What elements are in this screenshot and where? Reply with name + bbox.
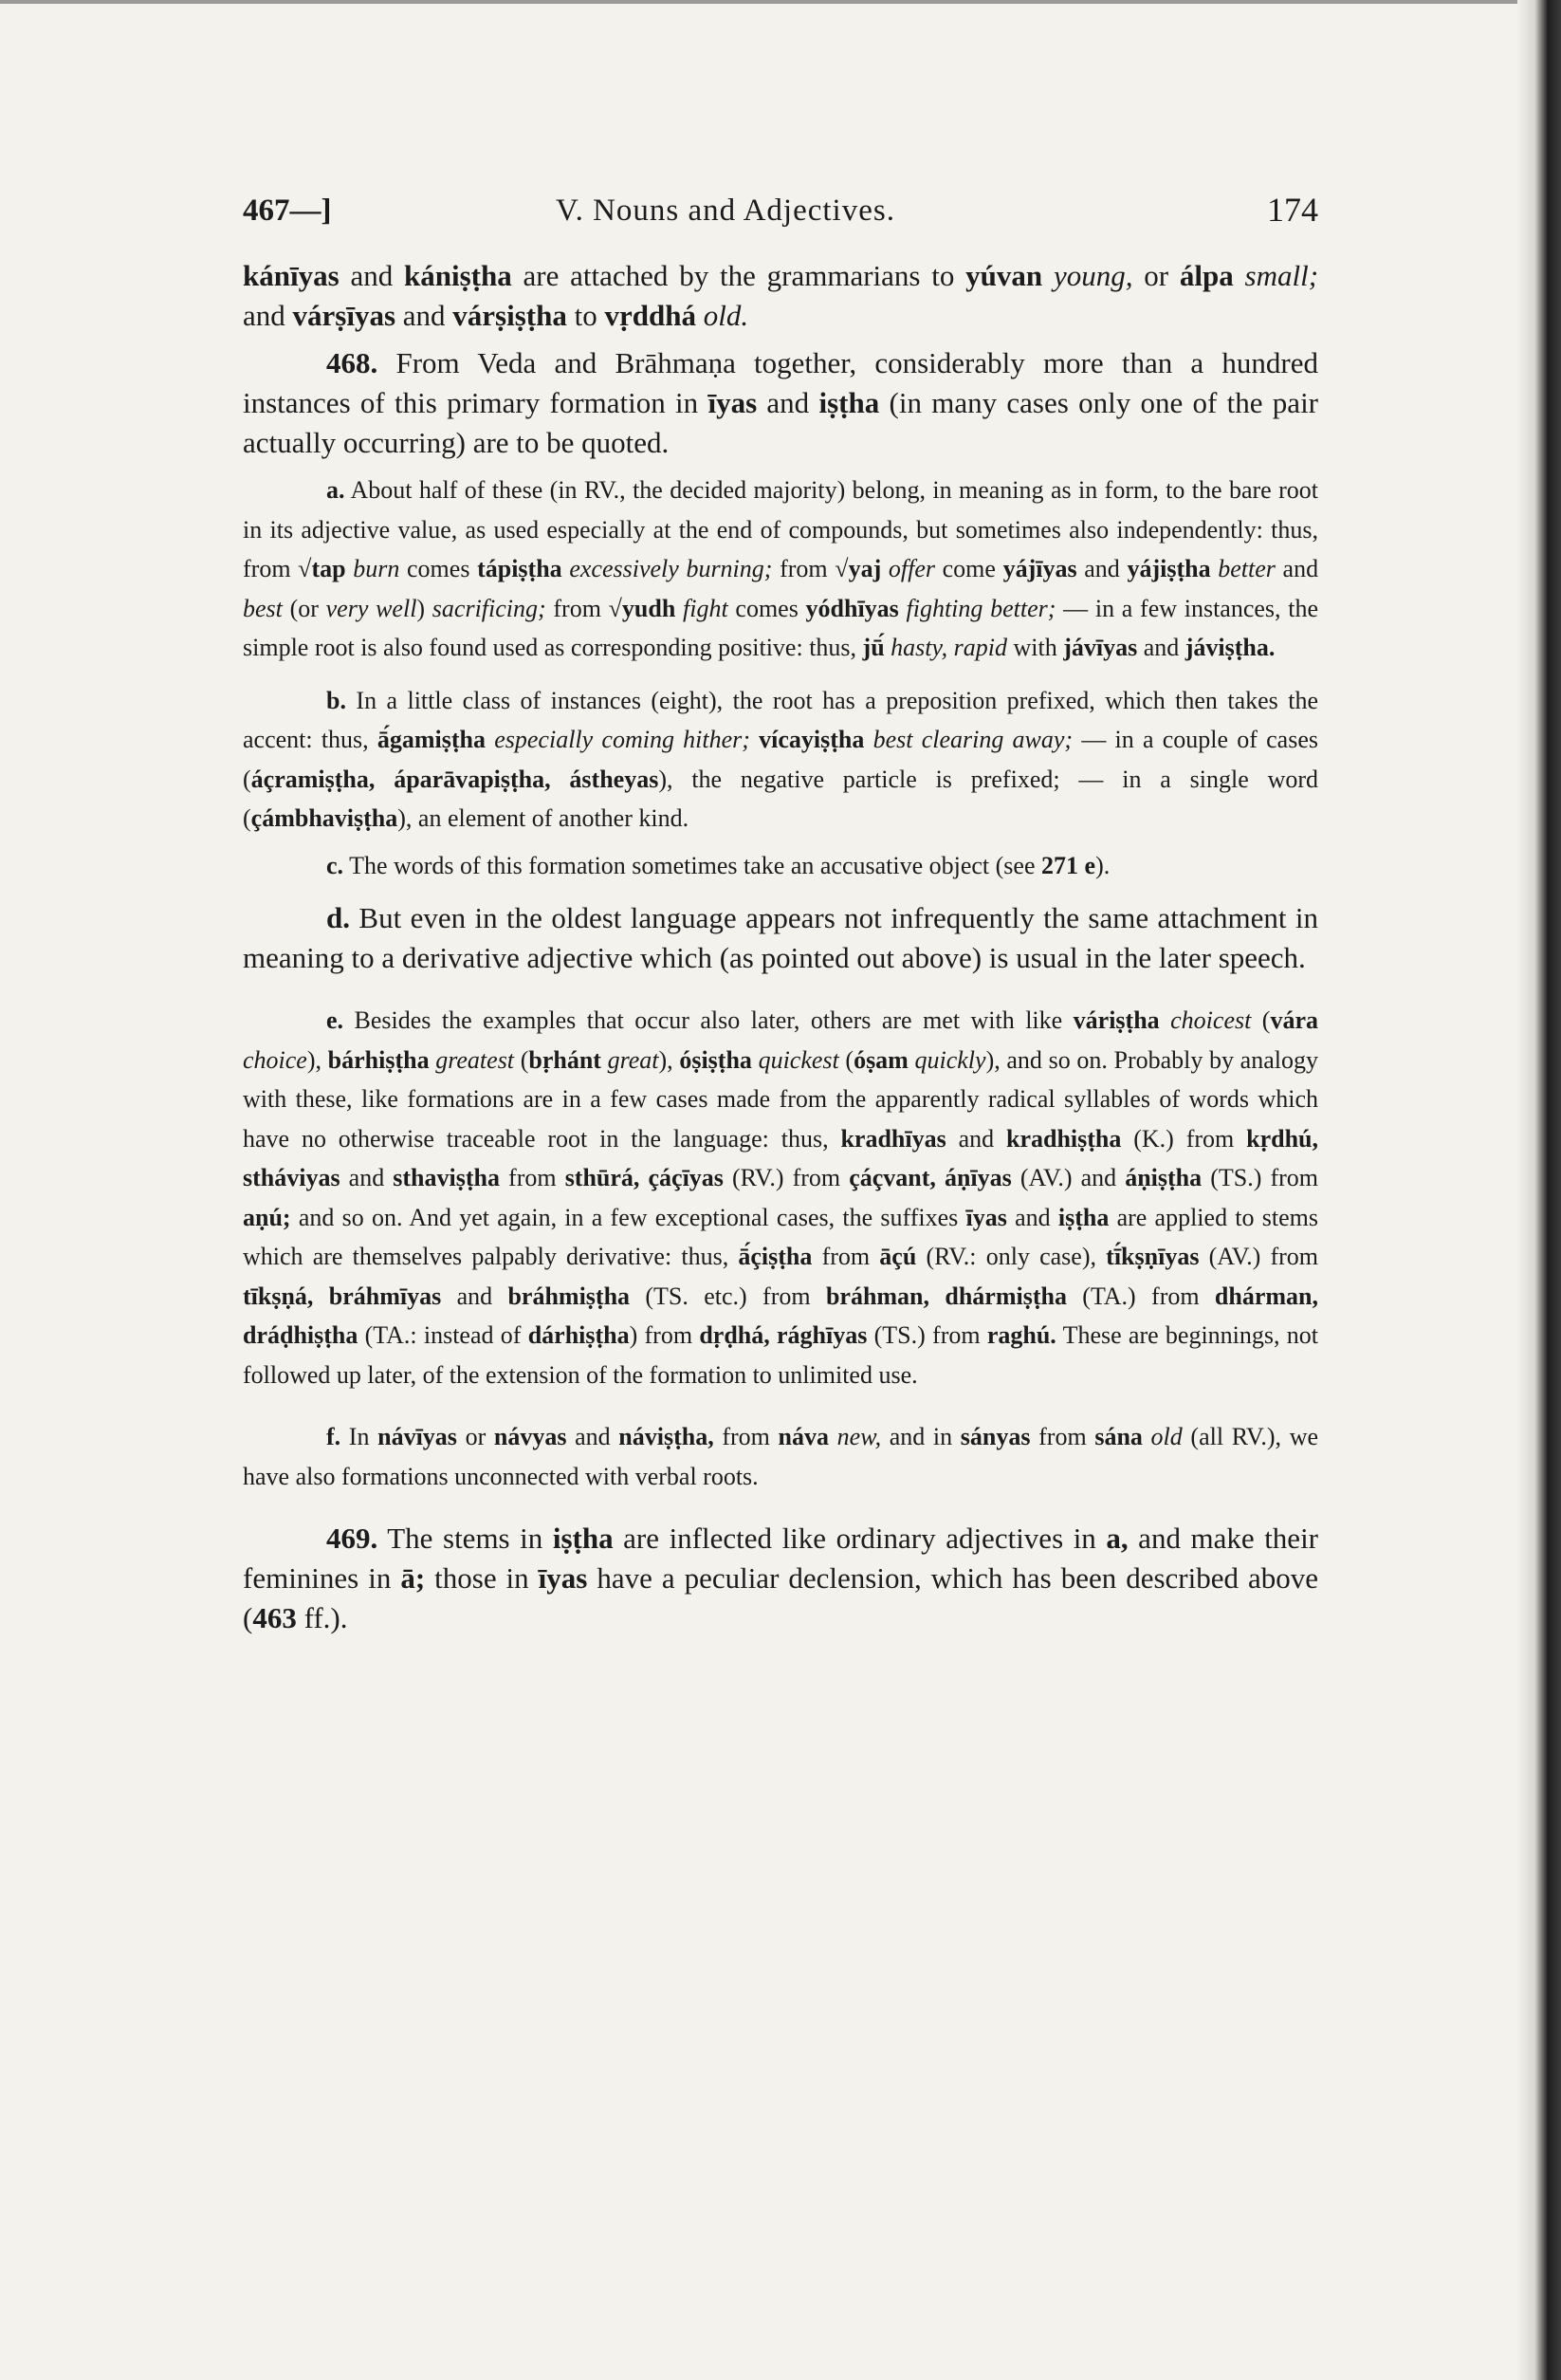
section-reference: 467—] [243,194,332,228]
sanskrit-term: aṇú; [243,1203,291,1231]
sanskrit-term: tápiṣṭha [477,555,562,582]
text-run: and [946,1124,1006,1153]
paragraph-468-b [243,681,1318,839]
sanskrit-term: yájīyas [1002,555,1077,582]
text-run [864,726,872,753]
text-run [1234,259,1245,292]
text-run: come [935,555,1003,582]
text-run [899,595,907,622]
text-run: In [340,1423,378,1450]
sanskrit-term: īyas [707,386,758,419]
text-run: ), and so on. Probably by analogy with these, like formations are in a few cases made from the apparently radical syllables of words which have no otherwise traceable root in the language: thus, [243,1045,1318,1153]
sanskrit-term: návyas [493,1423,567,1450]
text-run: from [812,1243,880,1270]
gloss: especially coming hither; [494,726,750,753]
text-run: and [757,386,819,419]
text-run [881,555,889,582]
sanskrit-term: 271 e [1041,851,1096,879]
text-run: from [499,1164,565,1191]
sanskrit-term: b. [326,686,346,714]
sanskrit-term: yájiṣṭha [1127,555,1211,582]
text-run: from √ [772,555,849,582]
text-run: comes [727,594,806,622]
sanskrit-term: īyas [965,1203,1007,1231]
sanskrit-term: kániṣṭha [404,259,512,292]
body-text [243,256,1318,1638]
gloss: excessively burning; [569,555,773,582]
gloss: hasty, rapid [891,634,1007,661]
sanskrit-term: vṛddhá [604,299,696,332]
sanskrit-term: çáçvant, áṇīyas [849,1164,1012,1191]
gloss: best [243,594,283,622]
sanskrit-term: jávīyas [1063,634,1138,661]
text-run: are inflected like ordinary adjectives in [613,1522,1107,1555]
sanskrit-term: kánīyas [243,259,340,292]
sanskrit-term: dṛḍhá, rághīyas [699,1321,868,1349]
text-run: — in a few instances, the simple root is also found used as corresponding positive: thus, [243,594,1319,661]
text-run [829,1423,837,1450]
paragraph-468-c [243,846,1318,886]
text-run: ( [838,1045,854,1074]
text-run: or [1132,259,1180,292]
book-binding-edge [1517,0,1561,2380]
text-run: (RV.: only case), [916,1243,1107,1270]
text-run: are attached by the grammarians to [511,259,966,292]
gloss: burn [353,555,400,582]
gloss: quickly [914,1045,986,1074]
running-title: V. Nouns and Adjectives. [556,194,895,228]
sanskrit-term: dhárman, dráḍhiṣṭha [243,1282,1318,1349]
text-run: comes [399,555,478,582]
gloss: new, [836,1423,882,1450]
text-run: ff.). [296,1601,348,1634]
text-run: ), an element of another kind. [397,804,689,832]
text-run: and [1006,1203,1058,1231]
text-run: and [1076,555,1128,582]
sanskrit-term: çámbhaviṣṭha [250,804,398,832]
text-run: (AV.) and [1011,1164,1126,1191]
gloss: fight [683,594,728,622]
sanskrit-term: tīkṣṇá, bráhmīyas [243,1282,442,1310]
text-run: But even in the oldest language appears not infrequently the same attachment in meaning to a derivative adjective which (as pointed out above) is usual in the later speech. [243,901,1318,974]
sanskrit-term: náviṣṭha, [618,1423,714,1450]
gloss: small; [1244,259,1319,292]
gloss: very well [325,594,417,622]
sanskrit-term: óṣiṣṭha [679,1045,752,1074]
sanskrit-term: kradhīyas [840,1124,946,1153]
gloss: old [1150,1423,1183,1450]
text-run [909,1046,915,1074]
sanskrit-term: náva [778,1423,830,1450]
sanskrit-term: álpa [1179,259,1234,292]
text-run: from [713,1423,779,1450]
text-run [750,726,759,753]
text-run [1143,1423,1151,1450]
sanskrit-term: iṣṭha [552,1522,614,1555]
page-number: 174 [1267,191,1318,229]
sanskrit-term: tī́kṣṇīyas [1106,1243,1200,1270]
text-run: ) from [629,1321,700,1349]
gloss: quickest [758,1045,839,1074]
gloss: old. [703,299,749,332]
text-run: The stems in [377,1522,553,1555]
text-run [675,595,683,622]
text-run: (K.) from [1121,1124,1247,1153]
sanskrit-term: jáviṣṭha. [1185,634,1276,661]
sanskrit-term: bráhmiṣṭha [507,1282,631,1310]
sanskrit-term: ā́gamiṣṭha [376,726,487,753]
text-run: From Veda and Brāhmaṇa together, considerably more than a hundred instances of this primary formation in [243,346,1318,419]
text-run [1160,1006,1170,1034]
sanskrit-term: yódhīyas [805,594,899,622]
sanskrit-term: áçramiṣṭha, áparāvapiṣṭha, ástheyas [250,765,659,793]
sanskrit-term: a. [326,476,345,504]
sanskrit-term: āçú [879,1243,917,1270]
gloss: sacrificing; [432,594,546,622]
sanskrit-term: návīyas [377,1423,457,1450]
text-run: In a little class of instances (eight), the root has a preposition prefixed, which then takes the accent: thus, [243,686,1318,753]
text-run: (RV.) from [723,1164,850,1191]
gloss: offer [888,555,935,582]
paragraph-469 [243,1519,1318,1638]
sanskrit-term: bṛhánt [528,1045,601,1074]
text-run: (or [282,594,326,622]
sanskrit-term: raghú. [986,1321,1056,1349]
sanskrit-term: 463 [252,1601,297,1634]
text-run: ), [306,1045,328,1074]
text-run: and [395,299,453,332]
text-run: ( [1251,1006,1271,1034]
sanskrit-term: yudh [621,594,676,622]
text-run: (TA.: instead of [358,1321,528,1349]
text-run [486,726,494,753]
text-run: with [1006,634,1064,661]
text-run: are applied to stems which are themselves palpably derivative: thus, [243,1203,1318,1270]
text-run: from √ [545,594,622,622]
text-run [1042,259,1054,292]
sanskrit-term: jū́ [862,634,885,661]
text-run: and [441,1282,508,1310]
sanskrit-term: áṇiṣṭha [1125,1164,1203,1191]
text-run: and [1137,634,1185,661]
sanskrit-term: sthaviṣṭha [393,1164,500,1191]
sanskrit-term: kṛdhú, stháviyas [243,1124,1318,1191]
sanskrit-term: óṣam [854,1045,909,1074]
paragraph-468-d [243,898,1318,978]
text-run [696,299,704,332]
text-run: and in [881,1423,961,1450]
gloss: fighting better; [906,594,1056,622]
text-run: and so on. And yet again, in a few exceptional cases, the suffixes [290,1203,966,1231]
sanskrit-term: várṣiṣṭha [452,299,567,332]
sanskrit-term: a, [1106,1522,1129,1555]
text-run: (TS. etc.) from [630,1282,826,1310]
sanskrit-term: dhármiṣṭha [945,1282,1067,1310]
sanskrit-term: várṣīyas [292,299,396,332]
sanskrit-term: váriṣṭha [1073,1006,1160,1034]
text-run: ( [514,1045,529,1074]
text-run: and [1275,555,1319,582]
paragraph-468-a [243,470,1318,668]
gloss: great [607,1045,659,1074]
sanskrit-term: yúvan [965,259,1043,292]
text-run: ). [1095,851,1111,879]
text-run [929,1282,945,1310]
sanskrit-term: ā; [400,1561,426,1595]
text-run: (TA.) from [1066,1282,1215,1310]
paragraph-468-e [243,1001,1318,1394]
sanskrit-term: kradhiṣṭha [1006,1124,1122,1153]
sanskrit-term: iṣṭha [1057,1203,1110,1231]
sanskrit-term: bráhman, [825,1282,930,1310]
text-run: ), [658,1045,680,1074]
text-run: ) [416,594,432,622]
gloss: choice [243,1045,307,1074]
text-run: — in a couple of cases ( [243,726,1318,793]
text-run: (TS.) from [1202,1164,1318,1191]
sanskrit-term: 468. [326,346,378,379]
text-run: and [340,1164,394,1191]
text-run: to [566,299,605,332]
running-header [243,180,1318,256]
sanskrit-term: f. [326,1423,341,1450]
text-run: The words of this formation sometimes take an accusative object (see [343,851,1042,879]
text-run: (AV.) from [1199,1243,1318,1270]
sanskrit-term: 469. [326,1522,378,1555]
paragraph-468 [243,343,1318,463]
text-run: About half of these (in RV., the decided majority) belong, in meaning as in form, to the bare root in its adjective value, as used especially at the end of compounds, but sometimes also independently: thus, from √ [243,476,1318,582]
text-run: from [1030,1423,1095,1450]
sanskrit-term: c. [326,851,344,879]
sanskrit-term: vára [1270,1006,1318,1034]
text-run: those in [425,1561,539,1595]
text-run: and [566,1423,619,1450]
sanskrit-term: yaj [848,555,882,582]
sanskrit-term: dárhiṣṭha [527,1321,630,1349]
sanskrit-term: bárhiṣṭha [327,1045,430,1074]
gloss: best clearing away; [872,726,1074,753]
text-run: and [339,259,405,292]
paragraph-468-f [243,1417,1318,1496]
text-run: (TS.) from [867,1321,987,1349]
gloss: young, [1053,259,1133,292]
sanskrit-term: sányas [960,1423,1031,1450]
text-run [601,1046,608,1074]
text-run: (in many cases only one of the pair actually occurring) are to be quoted. [243,386,1318,459]
sanskrit-term: īyas [538,1561,588,1595]
book-page [243,180,1318,1638]
gloss: better [1218,555,1276,582]
sanskrit-term: sthūrá, çáçīyas [564,1164,724,1191]
text-run: have a peculiar declension, which has been described above ( [243,1561,1318,1634]
text-run: These are beginnings, not followed up later, of the extension of the formation to unlimited use. [243,1321,1319,1389]
text-run: ), the negative particle is prefixed; — in a single word ( [243,765,1319,832]
paragraph-intro [243,256,1318,336]
gloss: greatest [435,1045,515,1074]
sanskrit-term: ā́çiṣṭha [738,1243,813,1270]
gloss: choicest [1170,1006,1252,1034]
sanskrit-term: vícayiṣṭha [759,726,865,753]
text-run: (all RV.), we have also formations unconnected with verbal roots. [243,1423,1319,1490]
text-run: Besides the examples that occur also later, others are met with like [343,1006,1074,1034]
page-top-edge [0,0,1561,4]
sanskrit-term: e. [326,1006,344,1034]
text-run [752,1046,759,1074]
sanskrit-term: sána [1094,1423,1143,1450]
sanskrit-term: tap [311,555,346,582]
sanskrit-term: iṣṭha [818,386,880,419]
text-run: or [456,1423,494,1450]
text-run: and make their feminines in [243,1522,1319,1595]
text-run: and [243,299,293,332]
sanskrit-term: d. [326,901,350,934]
